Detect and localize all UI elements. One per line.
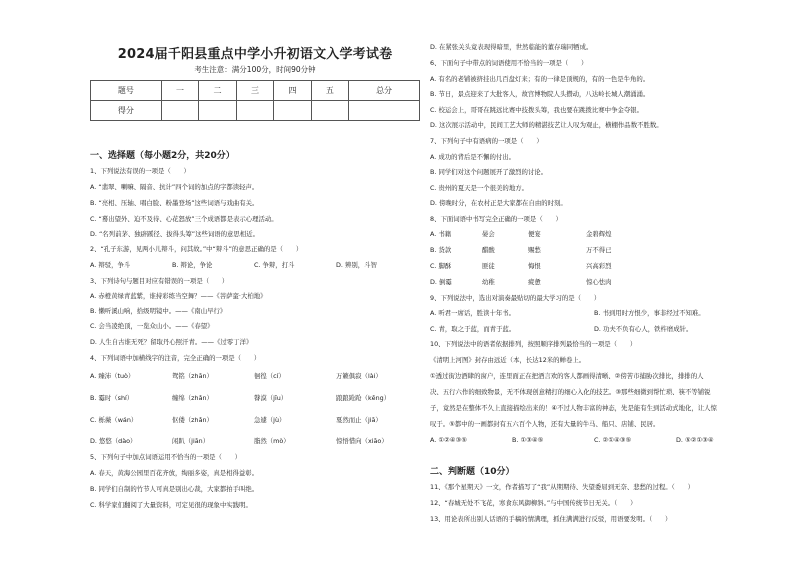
- passage-line: 决、五行六作的细致物景，无不体现创意精打的细心入化的技艺。③那些细微到帮忙琐、筷不等铺锐: [430, 388, 711, 396]
- option: 闲趴（jiān）: [172, 437, 210, 445]
- exam-title: 2024届千阳县重点中学小升初语文入学考试卷: [117, 47, 393, 62]
- option: A. ①②④③⑤: [430, 436, 467, 444]
- question-line: 10、下列说法中的语者依据排列，按照顺序排列最恰当的一项是（ ）: [430, 340, 637, 348]
- question-line: C. 会当凌绝顶，一览众山小。——《春望》: [90, 322, 214, 330]
- question-line: C. 贵州的夏天是一个很美的地方。: [430, 184, 528, 192]
- score-cell: 一: [161, 81, 198, 101]
- exam-notice: 考生注意：满分100分，时间90分钟: [194, 65, 316, 74]
- question-line: D. 人生自古谁无死？留取丹心照汗青。——《过零丁洋》: [90, 338, 253, 346]
- question-line: 4、下列词语中加横线字的注音，完全正确的一项是（ ）: [90, 354, 261, 362]
- score-cell: [199, 101, 236, 121]
- option: 戛然而止（jiā）: [336, 416, 382, 424]
- question-line: A. 春天，黄海公园里百花齐放，绚丽多姿，真是相得益彰。: [90, 469, 259, 477]
- option: 万不得已: [586, 246, 612, 254]
- question-line: B. 同学们自制的竹节人可真是别出心裁，大家都拍手叫绝。: [90, 485, 259, 493]
- option: 匪徒: [482, 262, 495, 270]
- option: 晏会: [482, 230, 495, 238]
- question-line: B. “亮相、压轴、唱白脸、粉墨登场”这些词语与戏曲有关。: [90, 199, 259, 207]
- option: A. 辩驳，争斗: [90, 261, 131, 269]
- question-line: B. 同学们对这个问题展开了激烈的讨论。: [430, 168, 548, 176]
- question-line: B. 节日，景点迎来了大批客人，故宫博物院人头攒动，八达岭长城人潮涌涌。: [430, 90, 650, 98]
- option: 踉踉跄跄（kēng）: [336, 394, 391, 402]
- question-line: A. 成功的背后是不懈的付出。: [430, 153, 516, 161]
- option: 疲惫: [528, 278, 541, 286]
- option: 脂然（mò）: [254, 437, 290, 445]
- question-line: 《清明上河图》封存由远近（本，长达12米的蝉卷上。: [430, 356, 586, 364]
- question-line: C. “蓦出望外、迫不及待、心花怒放”三个成语都是表示心理活动。: [90, 215, 278, 223]
- option: D. 辨别，斗智: [336, 261, 377, 269]
- score-cell: [161, 101, 198, 121]
- question-line: A. 有名的老铺被挤挂出几百盘灯来；有的一律是顶规的，有的一色是牛角的。: [430, 75, 650, 83]
- score-cell: 五: [311, 81, 348, 101]
- question-line: 12、“春城无处不飞花，寒食东风御柳斜。”与中国传统节日无关。（ ）: [430, 499, 637, 507]
- option: A. 听君一席话，胜读十年书。: [430, 309, 516, 317]
- option: 悔恨: [528, 262, 541, 270]
- option: C. 争辩，打斗: [254, 261, 295, 269]
- passage-line: ①透过街边酒肆的窗户，连里面正在把酒言欢的客人都画得清晰、②傍苦市捕胁次排比，排排的人: [430, 372, 704, 380]
- option: 伛偻（zhǎn）: [172, 416, 213, 424]
- passage-line: 子，竟然是在整体不久上直接描绘出来的！④不过人物丰富的神态，先是能有生到活动式地化，让人惊: [430, 404, 717, 412]
- option: 醋酸: [482, 246, 495, 254]
- question-line: D. 傍晚时分，在农村正是大家都在自由的时刻。: [430, 199, 567, 207]
- question-line: 5、下列句子中加点词语运用不恰当的一项是（ ）: [90, 453, 242, 461]
- score-table: [90, 80, 420, 121]
- question-line: D. 这次展示活动中，民间工艺大师的精湛技艺让人叹为观止，横棚作品数不胜数。: [430, 121, 663, 129]
- option: 万籁俱寂（lài）: [336, 372, 382, 380]
- score-cell: 二: [199, 81, 236, 101]
- score-cell: 总分: [349, 81, 420, 101]
- option: A. 书籍: [430, 230, 452, 238]
- option: C. 栎薇（wán）: [90, 416, 138, 424]
- option: D. ⑤②①③④: [676, 436, 714, 444]
- option: B. 霉时（shí）: [90, 394, 134, 402]
- question-line: 3、下列诗句与题目对应有错误的一项是（ ）: [90, 277, 229, 285]
- option: B. 书到用时方恨少，事非经过不知难。: [594, 309, 705, 317]
- question-line: A. 赤橙黄绿青蓝紫，谁持彩练当空舞？——《菩萨蛮·大柏地》: [90, 292, 267, 300]
- score-cell: 题号: [91, 81, 162, 101]
- option: 鸳铭（zhān）: [172, 372, 213, 380]
- option: 兴高彩烈: [586, 262, 612, 270]
- option: B. 辩论，争论: [172, 261, 213, 269]
- score-cell: 得分: [91, 101, 162, 121]
- option: C. 脚酥: [430, 262, 452, 270]
- score-table-header-row: [91, 81, 420, 101]
- option: 惊悟惜向（xiāo）: [336, 437, 388, 445]
- section-heading-judge: 二、判断题（10分）: [430, 467, 515, 477]
- passage-line: 叹于。⑤都中的一画都封有五六百个人物，还有大量的牛马、船只、店铺、民居。: [430, 420, 660, 428]
- option: 急遽（jù）: [254, 416, 286, 424]
- option: 便宴: [528, 230, 541, 238]
- option: 金碧辉煌: [586, 230, 612, 238]
- section-heading-choice: 一、选择题（每小题2分，共20分）: [90, 151, 235, 161]
- option: 缠绵（zhǎn）: [172, 394, 213, 402]
- option: 徊徨（cí）: [254, 372, 285, 380]
- question-line: 1、下列说法有误的一项是（ ）: [90, 167, 190, 175]
- question-line: C. 校运会上，哥哥在跳远比赛中技拨头筹，我也要在跳拨比赛中争金夺银。: [430, 106, 644, 114]
- option: C. ②①④③⑤: [594, 436, 632, 444]
- question-line: 9、下列说法中，选出对演奏最贴切的最大学习的是（ ）: [430, 294, 601, 302]
- question-line: C. 科学家们翻阅了大量资料，可定见很的现象中实践明。: [90, 501, 252, 509]
- option: 惊心怯肉: [586, 278, 612, 286]
- question-line: 7、下列句子中有语病的一项是（ ）: [430, 137, 543, 145]
- option: D. 悠悠（dào）: [90, 437, 137, 445]
- option: B. ①③④⑤: [512, 436, 544, 444]
- question-line: D. “名列前茅、独辟蹊径、拔得头筹”这些词语的意思相近。: [90, 230, 259, 238]
- score-cell: [274, 101, 311, 121]
- option: D. 倒霉: [430, 278, 452, 286]
- option: 幼稚: [482, 278, 495, 286]
- score-cell: [349, 101, 420, 121]
- question-line: 8、下面词语中书写完全正确的一项是（ ）: [430, 215, 562, 223]
- option: 瞽漠（jīu）: [254, 394, 288, 402]
- score-table-score-row: [91, 101, 420, 121]
- option: D. 功夫不负有心人，铁杵磨成针。: [594, 325, 693, 333]
- option: C. 青，取之于蓝，而青于蓝。: [430, 325, 516, 333]
- score-cell: [236, 101, 273, 121]
- option: 赐愁: [528, 246, 541, 254]
- option: A. 臻沛（tuò）: [90, 372, 135, 380]
- question-line: A. “翡翠、喇嘛、隔音、抗计”四个词的加点的字都读轻声。: [90, 183, 259, 191]
- option: B. 货款: [430, 246, 452, 254]
- score-cell: 四: [274, 81, 311, 101]
- question-line: 2、“孔子东游，见两小儿辩斗，问其故。”中“辩斗”的意思正确的是（ ）: [90, 245, 303, 253]
- question-line: 13、用论表所出别人话语的手稿的情满理，抓住满满进行反驳，用语要发明。（ ）: [430, 515, 672, 523]
- question-line: 11、《那个星期天》一文，作者描写了“我”从期期待、失望委屈到无奈、悲愁的过程。（ ）: [430, 483, 694, 491]
- question-line: 6、下面句子中带点的词语使用不恰当的一项是（ ）: [430, 59, 588, 67]
- question-line: D. 在紧张关头竟表现得暗里，世然临能的董存瑞同牺成。: [430, 43, 593, 51]
- question-line: B. 懒听溪山响，拾级明镜中。——《南山早行》: [90, 307, 227, 315]
- score-cell: [311, 101, 348, 121]
- score-cell: 三: [236, 81, 273, 101]
